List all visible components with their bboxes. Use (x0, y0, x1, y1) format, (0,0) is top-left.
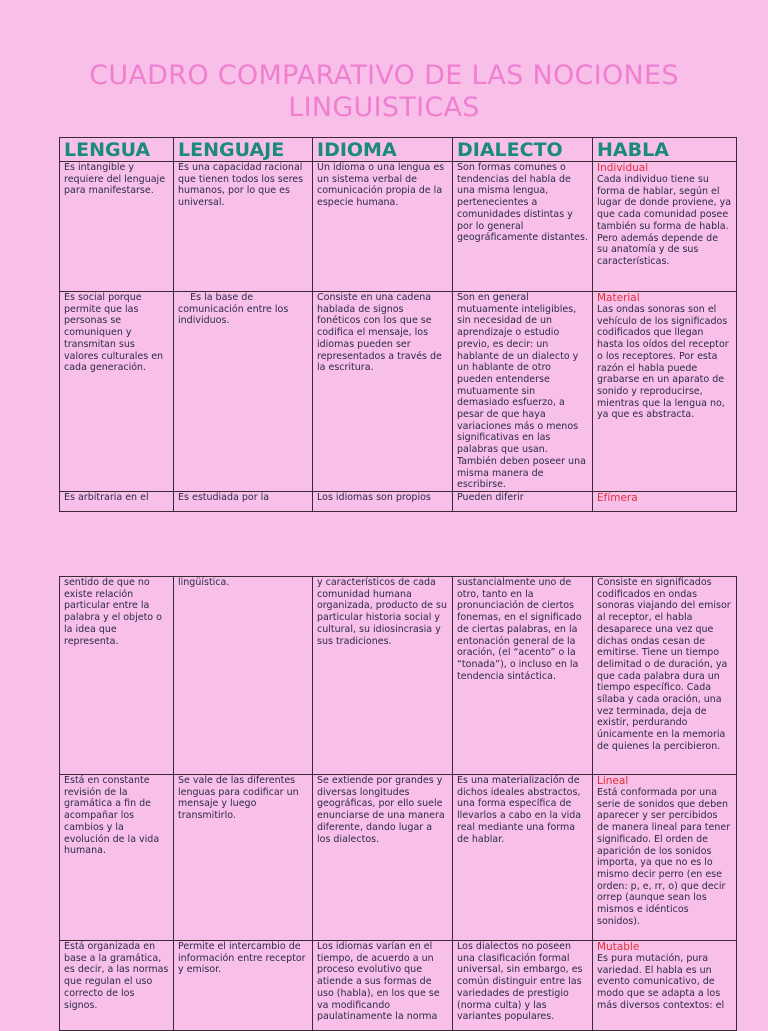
cell-lenguaje: Se vale de las diferentes lenguas para codificar un mensaje y luego transmitirlo. (174, 775, 313, 941)
title-line-1: CUADRO COMPARATIVO DE LAS NOCIONES (89, 60, 679, 91)
header-habla: HABLA (593, 138, 737, 162)
header-row (60, 138, 737, 162)
cell-lengua: Está organizada en base a la gramática, es decir, a las normas que regulan el uso correcto de los signos. (60, 941, 174, 1031)
cell-habla (593, 941, 737, 1031)
cell-habla (593, 577, 737, 775)
cell-dialecto: Son en general mutuamente inteligibles, sin necesidad de un aprendizaje o estudio previo, es decir: un hablante de un dialecto y un hablante de otro pueden entenderse mutuamente sin demasiado esfuerzo, a pesar de que haya variaciones más o menos significativas en las palabras que usan. También deben poseer una misma manera de escribirse. (453, 292, 593, 492)
cell-habla (593, 491, 737, 511)
cell-dialecto: Los dialectos no poseen una clasificación formal universal, sin embargo, es común distinguir entre las variedades de prestigio (norma culta) y las variantes populares. (453, 941, 593, 1031)
habla-subtitle: Mutable (597, 941, 640, 953)
cell-idioma: Consiste en una cadena hablada de signos fonéticos con los que se codifica el mensaje, los idiomas pueden ser representados a través de la escritura. (313, 292, 453, 492)
cell-idioma: Un idioma o una lengua es un sistema verbal de comunicación propia de la especie humana. (313, 162, 453, 292)
cell-idioma: Los idiomas son propios (313, 491, 453, 511)
cell-idioma: y característicos de cada comunidad humana organizada, producto de su particular historia social y cultural, su idiosincrasia y sus tradiciones. (313, 577, 453, 775)
table-row (60, 162, 737, 292)
habla-text: Las ondas sonoras son el vehículo de los significados codificados que llegan hasta los oídos del receptor o los receptores. Por esta razón el habla puede grabarse en un aparato de sonido y reproducirse, mientras que la lengua no, ya que es abstracta. (597, 304, 729, 421)
title-line-2: LINGUISTICAS (288, 92, 480, 123)
table-row (60, 292, 737, 492)
habla-text: Está conformada por una serie de sonidos que deben aparecer y ser percibidos de manera lineal para tener significado. El orden de aparición de los sonidos importa, ya que no es lo mismo decir perro (en ese orden: p, e, rr, o) que decir orrep (aunque sean los mismos e idénticos sonidos). (597, 787, 731, 927)
cell-lenguaje: Es la base de comunicación entre los individuos. (174, 292, 313, 492)
habla-text: Es pura mutación, pura variedad. El habla es un evento comunicativo, de modo que se adapta a los más diversos contextos: el (597, 953, 725, 1011)
cell-idioma: Se extiende por grandes y diversas longitudes geográficas, por ello suele enunciarse de una manera diferente, dando lugar a los dialectos. (313, 775, 453, 941)
cell-lenguaje: Permite el intercambio de información entre receptor y emisor. (174, 941, 313, 1031)
header-idioma: IDIOMA (313, 138, 453, 162)
table-row (60, 775, 737, 941)
header-lengua: LENGUA (60, 138, 174, 162)
cell-lengua: Es intangible y requiere del lenguaje para manifestarse. (60, 162, 174, 292)
cell-lenguaje: lingüística. (174, 577, 313, 775)
cell-idioma: Los idiomas varían en el tiempo, de acuerdo a un proceso evolutivo que atiende a sus formas de uso (habla), en los que se va modificando paulatinamente la norma (313, 941, 453, 1031)
habla-text: Cada individuo tiene su forma de hablar, según el lugar de donde proviene, ya que cada comunidad posee también su forma de habla. Pero además depende de su anatomía y de sus características. (597, 174, 732, 267)
cell-lenguaje: Es una capacidad racional que tienen todos los seres humanos, por lo que es universal. (174, 162, 313, 292)
cell-lengua: sentido de que no existe relación particular entre la palabra y el objeto o la idea que representa. (60, 577, 174, 775)
table-row (60, 491, 737, 511)
document-title (0, 60, 768, 124)
cell-lengua: Es arbitraria en el (60, 491, 174, 511)
cell-lenguaje: Es estudiada por la (174, 491, 313, 511)
comparison-table-page-1 (59, 137, 737, 512)
cell-habla (593, 775, 737, 941)
habla-subtitle: Lineal (597, 775, 629, 787)
cell-habla (593, 292, 737, 492)
table-row (60, 577, 737, 775)
cell-habla (593, 162, 737, 292)
habla-subtitle: Efímera (597, 491, 638, 504)
habla-subtitle: Individual (597, 162, 649, 174)
cell-lengua: Está en constante revisión de la gramática a fin de acompañar los cambios y la evolución de la vida humana. (60, 775, 174, 941)
table-row (60, 941, 737, 1031)
header-dialecto: DIALECTO (453, 138, 593, 162)
cell-dialecto: Son formas comunes o tendencias del habla de una misma lengua, pertenecientes a comunidades distintas y por lo general geográficamente distantes. (453, 162, 593, 292)
habla-subtitle: Material (597, 292, 640, 304)
cell-dialecto: sustancialmente uno de otro, tanto en la pronunciación de ciertos fonemas, en el significado de ciertas palabras, en la entonación general de la oración, (el “acento” o la “tonada”), o incluso en la tendencia sintáctica. (453, 577, 593, 775)
comparison-table-page-2 (59, 576, 737, 1031)
cell-dialecto: Es una materialización de dichos ideales abstractos, una forma específica de llevarlos a cabo en la vida real mediante una forma de hablar. (453, 775, 593, 941)
cell-lengua: Es social porque permite que las personas se comuniquen y transmitan sus valores culturales en cada generación. (60, 292, 174, 492)
cell-dialecto: Pueden diferir (453, 491, 593, 511)
habla-text: Consiste en significados codificados en ondas sonoras viajando del emisor al receptor, el habla desaparece una vez que dichas ondas cesan de emitirse. Tiene un tiempo delimitad o de duración, ya que cada palabra dura un tiempo específico. Cada sílaba y cada oración, una vez terminada, deja de existir, perdurando únicamente en la memoria de quienes la percibieron. (597, 577, 731, 752)
header-lenguaje: LENGUAJE (174, 138, 313, 162)
